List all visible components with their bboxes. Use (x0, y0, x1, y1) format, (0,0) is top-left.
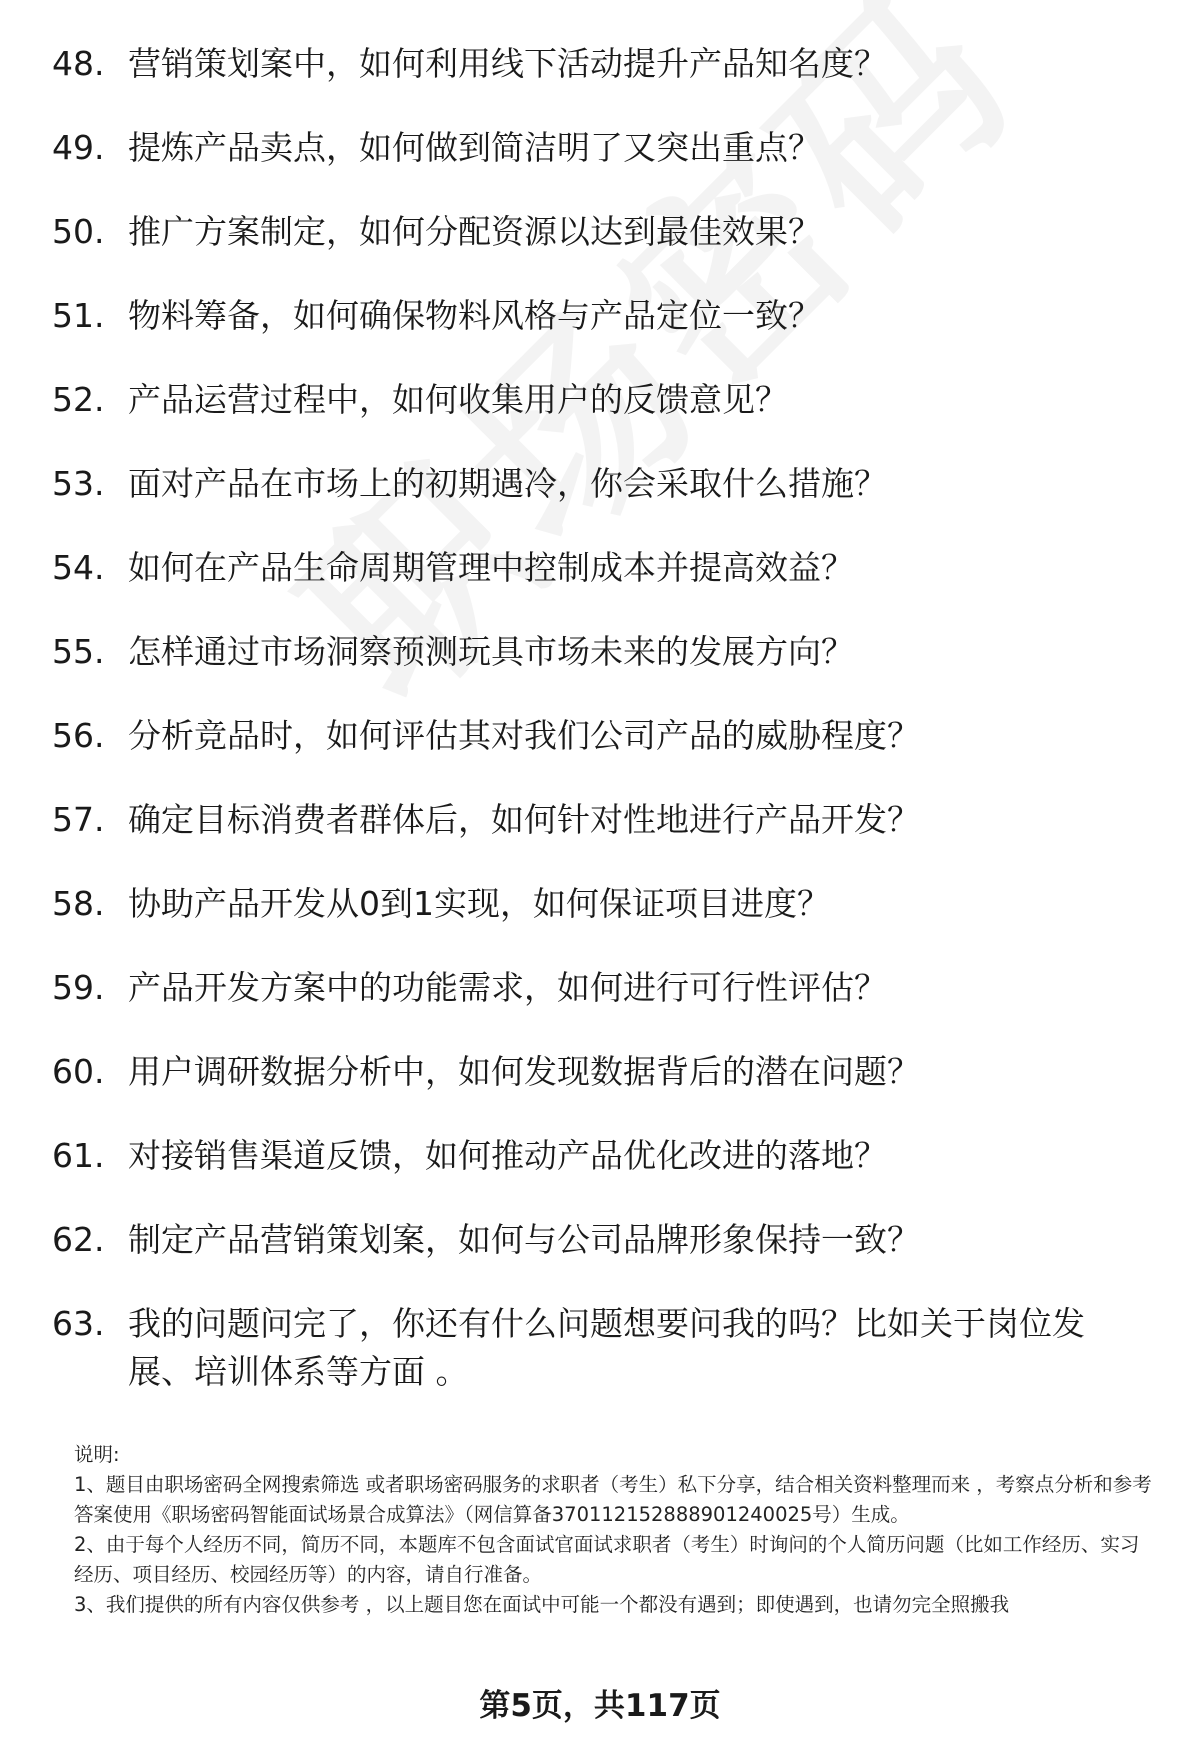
question-item (0, 712, 1200, 796)
question-list (0, 40, 1200, 1410)
question-text: 营销策划案中，如何利用线下活动提升产品知名度？ (128, 44, 887, 83)
question-item (0, 544, 1200, 628)
question-text: 产品开发方案中的功能需求，如何进行可行性评估？ (128, 968, 887, 1007)
question-number: 56. (52, 716, 105, 755)
question-item (0, 628, 1200, 712)
note-item: 3、我们提供的所有内容仅供参考 ，以上题目您在面试中可能一个都没有遇到；即使遇到，也请勿完全照搬我 (74, 1593, 1010, 1616)
question-item (0, 292, 1200, 376)
question-text: 物料筹备，如何确保物料风格与产品定位一致？ (128, 296, 821, 335)
question-item (0, 1300, 1200, 1410)
question-number: 63. (52, 1304, 105, 1343)
notes-section (74, 1440, 1154, 1620)
question-number: 54. (52, 548, 105, 587)
question-text: 用户调研数据分析中，如何发现数据背后的潜在问题？ (128, 1052, 920, 1091)
question-number: 59. (52, 968, 105, 1007)
question-number: 57. (52, 800, 105, 839)
question-text: 确定目标消费者群体后，如何针对性地进行产品开发？ (128, 800, 920, 839)
question-item (0, 124, 1200, 208)
question-text: 制定产品营销策划案，如何与公司品牌形象保持一致？ (128, 1220, 920, 1259)
question-item (0, 964, 1200, 1048)
question-number: 58. (52, 884, 105, 923)
question-item (0, 1216, 1200, 1300)
question-text: 产品运营过程中，如何收集用户的反馈意见？ (128, 380, 788, 419)
question-item (0, 40, 1200, 124)
question-number: 52. (52, 380, 105, 419)
question-number: 51. (52, 296, 105, 335)
question-number: 60. (52, 1052, 105, 1091)
question-number: 50. (52, 212, 105, 251)
question-number: 61. (52, 1136, 105, 1175)
question-item (0, 208, 1200, 292)
question-item (0, 1132, 1200, 1216)
question-text: 面对产品在市场上的初期遇冷，你会采取什么措施？ (128, 464, 887, 503)
question-item (0, 376, 1200, 460)
question-item (0, 460, 1200, 544)
question-number: 48. (52, 44, 105, 83)
notes-heading: 说明: (74, 1443, 120, 1466)
note-item: 1、题目由职场密码全网搜索筛选 或者职场密码服务的求职者（考生）私下分享，结合相关资料整理而来 ，考察点分析和参考答案使用《职场密码智能面试场景合成算法》（网信算备370112152888901240025号）生成。 (74, 1473, 1152, 1526)
question-number: 62. (52, 1220, 105, 1259)
question-number: 49. (52, 128, 105, 167)
question-text: 对接销售渠道反馈，如何推动产品优化改进的落地？ (128, 1136, 887, 1175)
page-footer: 第5页，共117页 (479, 1688, 721, 1724)
question-text: 分析竞品时，如何评估其对我们公司产品的威胁程度？ (128, 716, 920, 755)
question-text: 提炼产品卖点，如何做到简洁明了又突出重点？ (128, 128, 821, 167)
question-item (0, 796, 1200, 880)
question-item (0, 1048, 1200, 1132)
question-text: 协助产品开发从0到1实现，如何保证项目进度？ (128, 884, 830, 923)
question-item (0, 880, 1200, 964)
question-text: 如何在产品生命周期管理中控制成本并提高效益？ (128, 548, 854, 587)
note-item: 2、由于每个人经历不同，简历不同，本题库不包含面试官面试求职者（考生）时询问的个人简历问题（比如工作经历、实习经历、项目经历、校园经历等）的内容，请自行准备。 (74, 1533, 1140, 1586)
question-text: 推广方案制定，如何分配资源以达到最佳效果？ (128, 212, 821, 251)
question-number: 53. (52, 464, 105, 503)
question-number: 55. (52, 632, 105, 671)
question-text: 我的问题问完了，你还有什么问题想要问我的吗？比如关于岗位发展、培训体系等方面 。 (128, 1304, 1085, 1391)
question-text: 怎样通过市场洞察预测玩具市场未来的发展方向？ (128, 632, 854, 671)
